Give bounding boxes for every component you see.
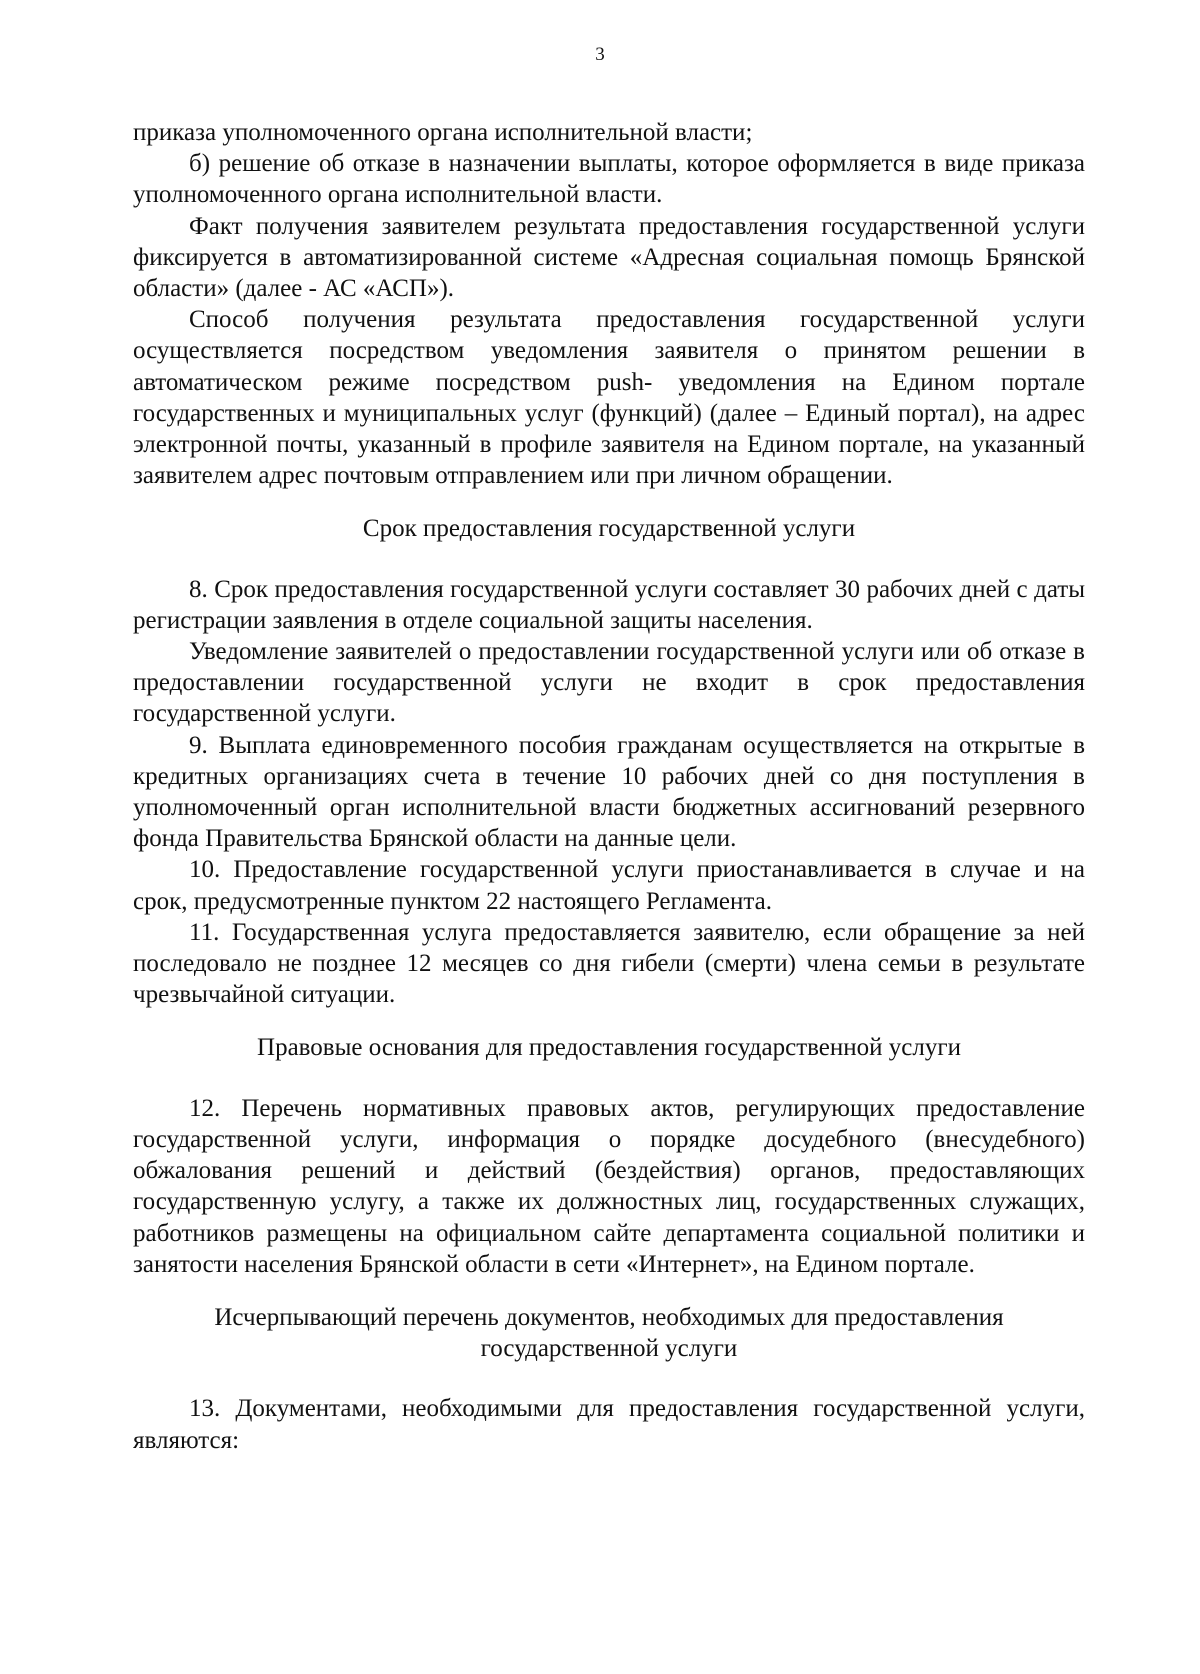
paragraph: б) решение об отказе в назначении выплаты, которое оформляется в виде приказа уполномоченного органа исполнительной власти. bbox=[133, 150, 1085, 209]
paragraph: 11. Государственная услуга предоставляется заявителю, если обращение за ней последовало не позднее 12 месяцев со дня гибели (смерти) члена семьи в результате чрезвычайной ситуации. bbox=[133, 918, 1085, 1009]
section-heading: Правовые основания для предоставления государственной услуги bbox=[257, 1034, 961, 1062]
paragraph: 13. Документами, необходимыми для предоставления государственной услуги, являются: bbox=[133, 1395, 1085, 1454]
paragraph: 9. Выплата единовременного пособия гражданам осуществляется на открытые в кредитных организациях счета в течение 10 рабочих дней со дня поступления в уполномоченный орган исполнительной власти бюджетных ассигнований резервного фонда Правительства Брянской области на данные цели. bbox=[133, 731, 1085, 853]
paragraph: Факт получения заявителем результата предоставления государственной услуги фиксируется в автоматизированной системе «Адресная социальная помощь Брянской области» (далее - АС «АСП»). bbox=[133, 212, 1085, 303]
paragraph: приказа уполномоченного органа исполнительной власти; bbox=[133, 119, 753, 146]
paragraph: Способ получения результата предоставления государственной услуги осуществляется посредством уведомления заявителя о принятом решении в автоматическом режиме посредством push- уведомления на Едином портале государственных и муниципальных услуг (функций) (далее – Единый портал), на адрес электронной почты, указанный в профиле заявителя на Едином портале, на указанный заявителем адрес почтовым отправлением или при личном обращении. bbox=[133, 306, 1085, 490]
section-heading: Исчерпывающий перечень документов, необходимых для предоставления bbox=[214, 1303, 1004, 1331]
section-heading: государственной услуги bbox=[480, 1335, 738, 1363]
page-number: 3 bbox=[595, 44, 605, 65]
paragraph: 10. Предоставление государственной услуги приостанавливается в случае и на срок, предусмотренные пунктом 22 настоящего Регламента. bbox=[133, 856, 1085, 915]
section-heading-block bbox=[133, 1302, 1085, 1364]
section-heading: Срок предоставления государственной услуги bbox=[362, 515, 856, 543]
paragraph: Уведомление заявителей о предоставлении государственной услуги или об отказе в предоставлении государственной услуги не входит в срок предоставления государственной услуги. bbox=[133, 638, 1085, 728]
paragraph: 8. Срок предоставления государственной услуги составляет 30 рабочих дней с даты регистрации заявления в отделе социальной защиты населения. bbox=[133, 575, 1085, 634]
paragraph: 12. Перечень нормативных правовых актов, регулирующих предоставление государственной услуги, информация о порядке досудебного (внесудебного) обжалования решений и действий (бездействия) органов, предоставляющих государственную услугу, а также их должностных лиц, государственных служащих, работников размещены на официальном сайте департамента социальной политики и занятости населения Брянской области в сети «Интернет», на Едином портале. bbox=[133, 1094, 1085, 1278]
page-content bbox=[133, 117, 1085, 1456]
